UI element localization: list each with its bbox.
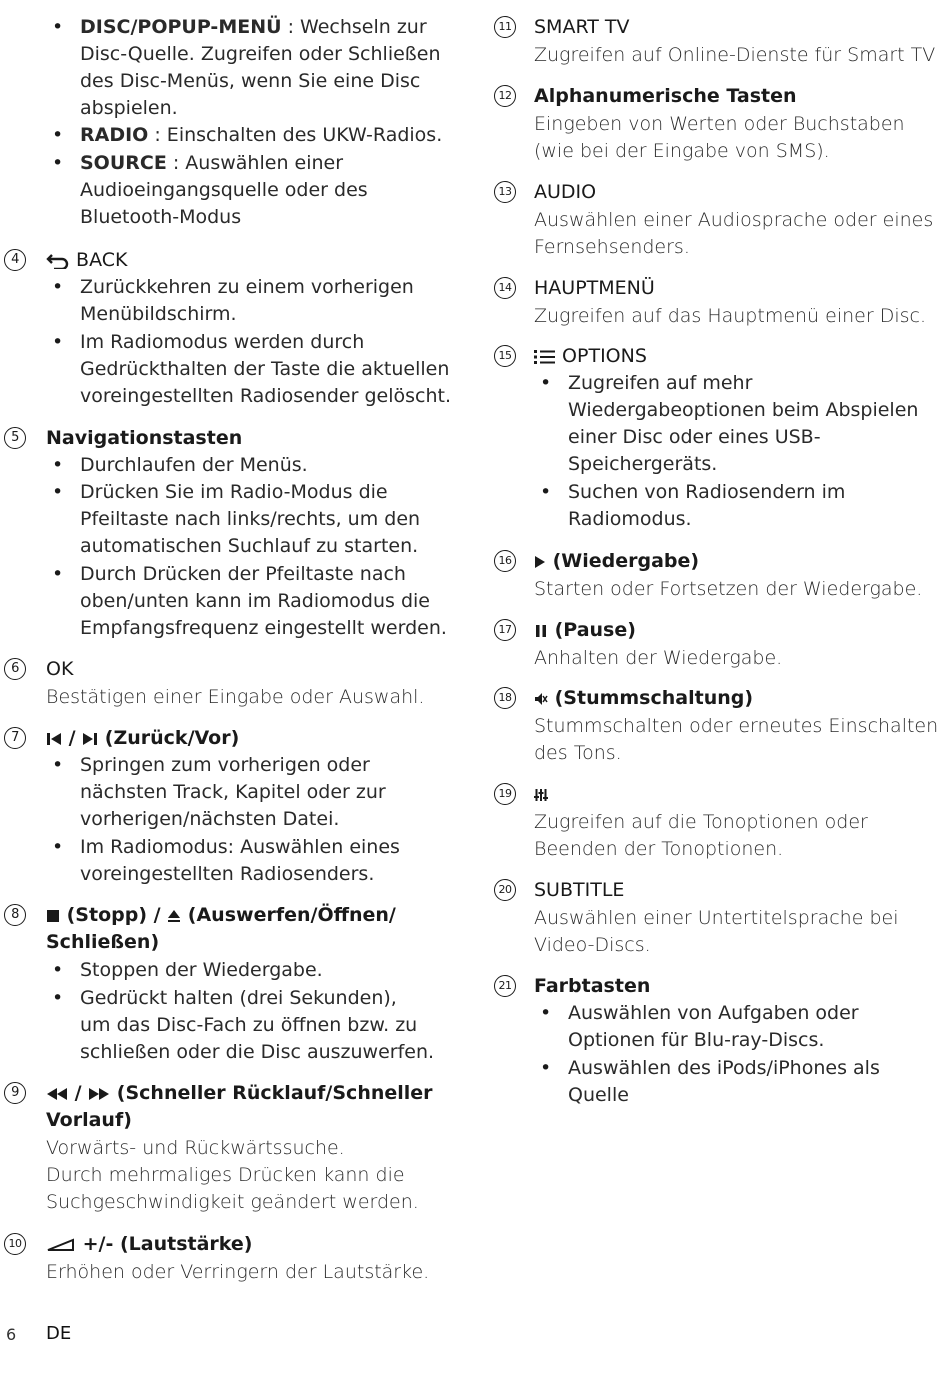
line: Empfangsfrequenz eingestellt werden. (80, 617, 447, 639)
section-number: 17 (494, 619, 516, 641)
section-number: 21 (494, 975, 516, 997)
list-item (80, 150, 343, 177)
section-number: 12 (494, 85, 516, 107)
bullet-dot: • (52, 152, 64, 174)
section-number: 15 (494, 345, 516, 367)
title-text: (Zurück/Vor) (98, 727, 240, 749)
line: Auswählen von Aufgaben oder (568, 1002, 859, 1024)
line: voreingestellten Radiosender gelöscht. (80, 385, 451, 407)
title-text: (Wiedergabe) (546, 550, 700, 572)
line: Speichergeräts. (568, 453, 718, 475)
line: Zugreifen auf mehr (568, 372, 753, 394)
line: Bluetooth-Modus (80, 206, 242, 228)
title-text: (Stopp) / (60, 904, 168, 926)
key-label: DISC/POPUP-MENÜ (80, 16, 282, 38)
line: Anhalten der Wiedergabe. (534, 647, 783, 669)
line: Quelle (568, 1084, 629, 1106)
line: Fernsehsenders. (534, 236, 690, 258)
section-number: 4 (4, 249, 26, 271)
title-text: (Schneller Rücklauf/Schneller (110, 1082, 433, 1104)
line: Im Radiomodus: Auswählen eines (80, 836, 400, 858)
options-list-icon (534, 349, 556, 365)
section-title: Alphanumerische Tasten (534, 85, 797, 107)
section-title: HAUPTMENÜ (534, 277, 655, 299)
section-title: Farbtasten (534, 975, 651, 997)
line: schließen oder die Disc auszuwerfen. (80, 1041, 435, 1063)
section-title (46, 1231, 252, 1258)
title-text: (Stummschaltung) (548, 687, 754, 709)
next-icon (82, 732, 98, 746)
line: einer Disc oder eines USB- (568, 426, 821, 448)
bullet-dot: • (52, 481, 64, 503)
bullet-dot: • (52, 987, 64, 1009)
line: Auswählen des iPods/iPhones als (568, 1057, 880, 1079)
line: : Einschalten des UKW-Radios. (148, 124, 443, 146)
line: Springen zum vorherigen oder (80, 754, 370, 776)
section-number: 20 (494, 879, 516, 901)
line: : Wechseln zur (281, 16, 427, 38)
line: oben/unten kann im Radiomodus die (80, 590, 430, 612)
line: Audioeingangsquelle oder des (80, 179, 368, 201)
section-number: 8 (4, 904, 26, 926)
page-number: 6 (6, 1325, 17, 1344)
section-number: 6 (4, 658, 26, 680)
line: Stoppen der Wiedergabe. (80, 959, 323, 981)
line: Drücken Sie im Radio-Modus die (80, 481, 388, 503)
stop-icon (46, 909, 60, 923)
section-title (46, 247, 127, 274)
line: des Disc-Menüs, wenn Sie eine Disc (80, 70, 421, 92)
line: Disc-Quelle. Zugreifen oder Schließen (80, 43, 441, 65)
line: automatischen Suchlauf zu starten. (80, 535, 419, 557)
line: um das Disc-Fach zu öffnen bzw. zu (80, 1014, 418, 1036)
line: Wiedergabeoptionen beim Abspielen (568, 399, 919, 421)
bullet-dot: • (540, 1002, 552, 1024)
line: Zugreifen auf Online-Dienste für Smart TV (534, 44, 936, 66)
bullet-dot: • (52, 563, 64, 585)
section-title (46, 902, 396, 929)
line: Im Radiomodus werden durch (80, 331, 365, 353)
section-number: 19 (494, 783, 516, 805)
bullet-dot: • (52, 331, 64, 353)
section-number: 7 (4, 727, 26, 749)
section-number: 5 (4, 427, 26, 449)
bullet-dot: • (52, 836, 64, 858)
title-text: BACK (76, 249, 128, 271)
bullet-dot: • (52, 959, 64, 981)
section-title (534, 343, 647, 370)
section-title (46, 1080, 433, 1107)
language-code: DE (46, 1323, 72, 1344)
line: Bestätigen einer Eingabe oder Auswahl. (46, 686, 425, 708)
list-item (80, 122, 442, 149)
line: Zugreifen auf das Hauptmenü einer Disc. (534, 305, 926, 327)
title-text: OPTIONS (562, 345, 647, 367)
line: Durchlaufen der Menüs. (80, 454, 308, 476)
bullet-dot: • (52, 454, 64, 476)
line: Stummschalten oder erneutes Einschalten (534, 715, 939, 737)
mute-icon (534, 692, 548, 706)
fast-forward-icon (88, 1087, 110, 1101)
rewind-icon (46, 1087, 68, 1101)
title-text: +/- (Lautstärke) (76, 1233, 253, 1255)
section-number: 13 (494, 181, 516, 203)
previous-icon (46, 732, 62, 746)
back-arrow-icon (46, 253, 70, 269)
bullet-dot: • (52, 754, 64, 776)
line: Gedrückthalten der Taste die aktuellen (80, 358, 450, 380)
title-text: / (68, 1082, 89, 1104)
bullet-dot: • (540, 1057, 552, 1079)
line: vorherigen/nächsten Datei. (80, 808, 340, 830)
line: Gedrückt halten (drei Sekunden), (80, 987, 397, 1009)
section-title (534, 685, 753, 712)
section-title: SMART TV (534, 16, 630, 38)
line: Zugreifen auf die Tonoptionen oder (534, 811, 868, 833)
line: Pfeiltaste nach links/rechts, um den (80, 508, 421, 530)
section-number: 11 (494, 16, 516, 38)
bullet-dot: • (52, 124, 64, 146)
eject-icon (167, 909, 181, 923)
title-text: / (62, 727, 83, 749)
list-item (80, 14, 427, 41)
line: nächsten Track, Kapitel oder zur (80, 781, 386, 803)
title-text: (Auswerfen/Öffnen/ (181, 904, 396, 926)
line: Optionen für Blu-ray-Discs. (568, 1029, 825, 1051)
section-number: 18 (494, 687, 516, 709)
section-title (534, 617, 636, 644)
line: Durch Drücken der Pfeiltaste nach (80, 563, 406, 585)
line: Zurückkehren zu einem vorherigen (80, 276, 414, 298)
line: Suchgeschwindigkeit geändert werden. (46, 1191, 419, 1213)
line: Video-Discs. (534, 934, 651, 956)
line: Vorwärts- und Rückwärtssuche. (46, 1137, 345, 1159)
bullet-dot: • (52, 16, 64, 38)
section-title: OK (46, 658, 74, 680)
pause-icon (534, 624, 548, 638)
sound-settings-icon (534, 788, 548, 802)
section-number: 14 (494, 277, 516, 299)
section-title-cont: Schließen) (46, 931, 160, 953)
line: Durch mehrmaliges Drücken kann die (46, 1164, 405, 1186)
section-number: 10 (4, 1233, 26, 1255)
section-title (534, 781, 548, 808)
section-number: 9 (4, 1082, 26, 1104)
line: Starten oder Fortsetzen der Wiedergabe. (534, 578, 923, 600)
bullet-dot: • (540, 372, 552, 394)
line: des Tons. (534, 742, 622, 764)
line: Suchen von Radiosendern im (568, 481, 846, 503)
section-title (46, 725, 239, 752)
line: Erhöhen oder Verringern der Lautstärke. (46, 1261, 430, 1283)
key-label: SOURCE (80, 152, 167, 174)
section-title: AUDIO (534, 181, 597, 203)
line: Radiomodus. (568, 508, 692, 530)
line: Auswählen einer Audiosprache oder eines (534, 209, 934, 231)
section-number: 16 (494, 550, 516, 572)
play-icon (534, 555, 546, 569)
section-title (534, 548, 699, 575)
bullet-dot: • (540, 481, 552, 503)
title-text: (Pause) (548, 619, 636, 641)
line: (wie bei der Eingabe von SMS). (534, 140, 830, 162)
line: Eingeben von Werten oder Buchstaben (534, 113, 905, 135)
line: Beenden der Tonoptionen. (534, 838, 784, 860)
section-title: Navigationstasten (46, 427, 243, 449)
line: abspielen. (80, 97, 178, 119)
volume-wedge-icon (46, 1238, 76, 1252)
line: Menübildschirm. (80, 303, 237, 325)
section-title: SUBTITLE (534, 879, 625, 901)
key-label: RADIO (80, 124, 149, 146)
line: : Auswählen einer (166, 152, 344, 174)
line: Auswählen einer Untertitelsprache bei (534, 907, 899, 929)
bullet-dot: • (52, 276, 64, 298)
section-title-cont: Vorlauf) (46, 1109, 132, 1131)
line: voreingestellten Radiosenders. (80, 863, 375, 885)
